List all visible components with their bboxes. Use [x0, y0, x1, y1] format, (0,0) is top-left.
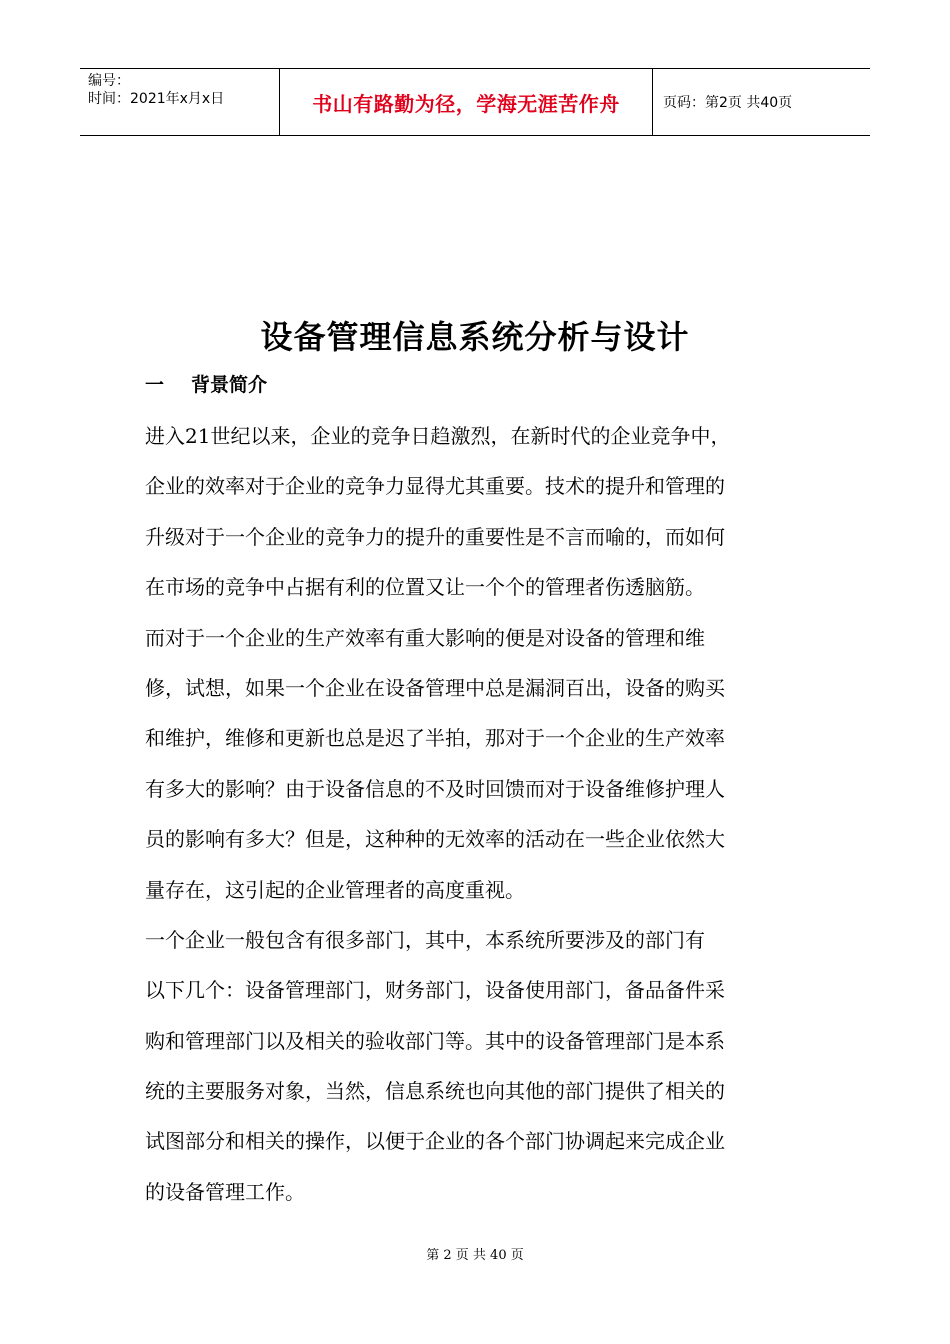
text-line: 而对于一个企业的生产效率有重大影响的便是对设备的管理和维	[145, 625, 705, 650]
page-footer: 第 2 页 共 40 页	[426, 1248, 524, 1263]
text-line: 一个企业一般包含有很多部门，其中，本系统所要涉及的部门有	[145, 927, 705, 952]
page-info: 页码：第2页 共40页	[663, 95, 793, 111]
text-line: 企业的效率对于企业的竞争力显得尤其重要。技术的提升和管理的	[145, 474, 725, 499]
number-label: 编号：	[88, 73, 130, 89]
text-line: 的设备管理工作。	[145, 1179, 305, 1204]
text-line: 在市场的竞争中占据有利的位置又让一个个的管理者伤透脑筋。	[145, 575, 705, 600]
text-line: 量存在，这引起的企业管理者的高度重视。	[145, 877, 525, 902]
page-header	[80, 68, 870, 136]
text-line: 购和管理部门以及相关的验收部门等。其中的设备管理部门是本系	[145, 1028, 725, 1053]
header-page-cell	[653, 69, 870, 135]
section-title: 背景简介	[191, 374, 268, 396]
text-line: 统的主要服务对象，当然，信息系统也向其他的部门提供了相关的	[145, 1079, 725, 1104]
section-number: 一	[145, 374, 165, 396]
body-text	[145, 411, 800, 1217]
document-title: 设备管理信息系统分析与设计	[260, 318, 690, 356]
text-line: 和维护，维修和更新也总是迟了半拍，那对于一个企业的生产效率	[145, 726, 725, 751]
text-line: 试图部分和相关的操作，以便于企业的各个部门协调起来完成企业	[145, 1129, 725, 1154]
text-line: 升级对于一个企业的竞争力的提升的重要性是不言而喻的，而如何	[145, 524, 725, 549]
motto-text: 书山有路勤为径，学海无涯苦作舟	[312, 91, 620, 116]
text-line: 员的影响有多大？但是，这种种的无效率的活动在一些企业依然大	[145, 827, 725, 852]
time-label: 时间：2021年x月x日	[88, 91, 225, 107]
header-meta-cell	[80, 69, 280, 135]
text-line: 进入21世纪以来，企业的竞争日趋激烈，在新时代的企业竞争中，	[145, 424, 731, 448]
section-heading	[145, 370, 267, 397]
text-line: 有多大的影响？由于设备信息的不及时回馈而对于设备维修护理人	[145, 776, 725, 801]
text-line: 以下几个：设备管理部门，财务部门，设备使用部门，备品备件采	[145, 978, 725, 1003]
text-line: 修，试想，如果一个企业在设备管理中总是漏洞百出，设备的购买	[145, 675, 725, 700]
header-motto-cell	[280, 69, 653, 135]
